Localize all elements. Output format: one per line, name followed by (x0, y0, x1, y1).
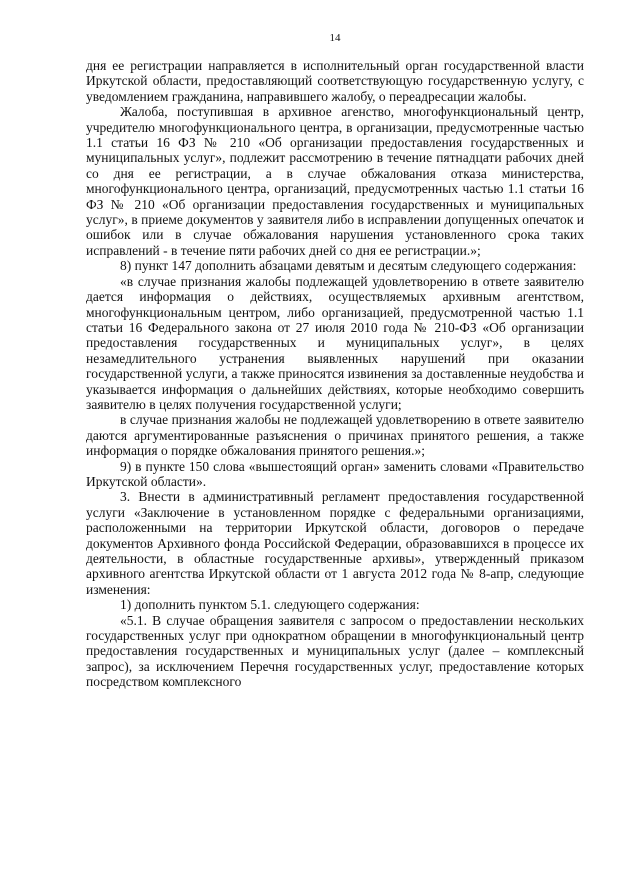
paragraph-7: 3. Внести в административный регламент предоставления государственной услуги «Заключение в установленном порядке с федеральными организациями, расположенными на территории Иркутской области, договоров о передаче документов Архивного фонда Российской Федерации, образовавшихся в процессе их деятельности, в областные государственные архивы», утвержденный приказом архивного агентства Иркутской области от 1 августа 2012 года № 8-апр, следующие изменения: (86, 489, 584, 597)
paragraph-1: дня ее регистрации направляется в исполнительный орган государственной власти Иркутской области, предоставляющий соответствующую государственную услугу, с уведомлением гражданина, направившего жалобу, о переадресации жалобы. (86, 58, 584, 104)
document-body (86, 58, 584, 690)
paragraph-2: Жалоба, поступившая в архивное агенство, многофункциональный центр, учредителю многофункционального центра, в организации, предусмотренные частью 1.1 статьи 16 ФЗ № 210 «Об организации предоставления государственных и муниципальных услуг», подлежит рассмотрению в течение пятнадцати рабочих дней со дня ее регистрации, а в случае обжалования отказа министерства, многофункционального центра, организаций, предусмотренных частью 1.1 статьи 16 ФЗ № 210 «Об организации предоставления государственных и муниципальных услуг», в приеме документов у заявителя либо в исправлении допущенных опечаток и ошибок или в случае обжалования нарушения установленного срока таких исправлений - в течение пяти рабочих дней со дня ее регистрации.»; (86, 104, 584, 258)
paragraph-6: 9) в пункте 150 слова «вышестоящий орган» заменить словами «Правительство Иркутской области». (86, 458, 584, 489)
paragraph-9: «5.1. В случае обращения заявителя с запросом о предоставлении нескольких государственных услуг при однократном обращении в многофункциональный центр предоставления государственных и муниципальных услуг (далее – комплексный запрос), за исключением Перечня государственных услуг, предоставление которых посредством комплексного (86, 612, 584, 690)
paragraph-3: 8) пункт 147 дополнить абзацами девятым и десятым следующего содержания: (120, 258, 577, 274)
paragraph-8: 1) дополнить пунктом 5.1. следующего содержания: (120, 597, 420, 613)
paragraph-5: в случае признания жалобы не подлежащей удовлетворению в ответе заявителю даются аргументированные разъяснения о причинах принятого решения, а также информация о порядке обжалования принятого решения.»; (86, 412, 584, 459)
page-number: 14 (329, 32, 341, 44)
paragraph-4: «в случае признания жалобы подлежащей удовлетворению в ответе заявителю дается информация о действиях, осуществляемых архивным агентством, многофункциональным центром, либо организацией, предусмотренной частью 1.1 статьи 16 Федерального закона от 27 июля 2010 года № 210-ФЗ «Об организации предоставления государственных и муниципальных услуг», в целях незамедлительного устранения выявленных нарушений при оказании государственной услуги, а также приносятся извинения за доставленные неудобства и указывается информация о дальнейших действиях, которые необходимо совершить заявителю в целях получения государственной услуги; (86, 273, 584, 412)
